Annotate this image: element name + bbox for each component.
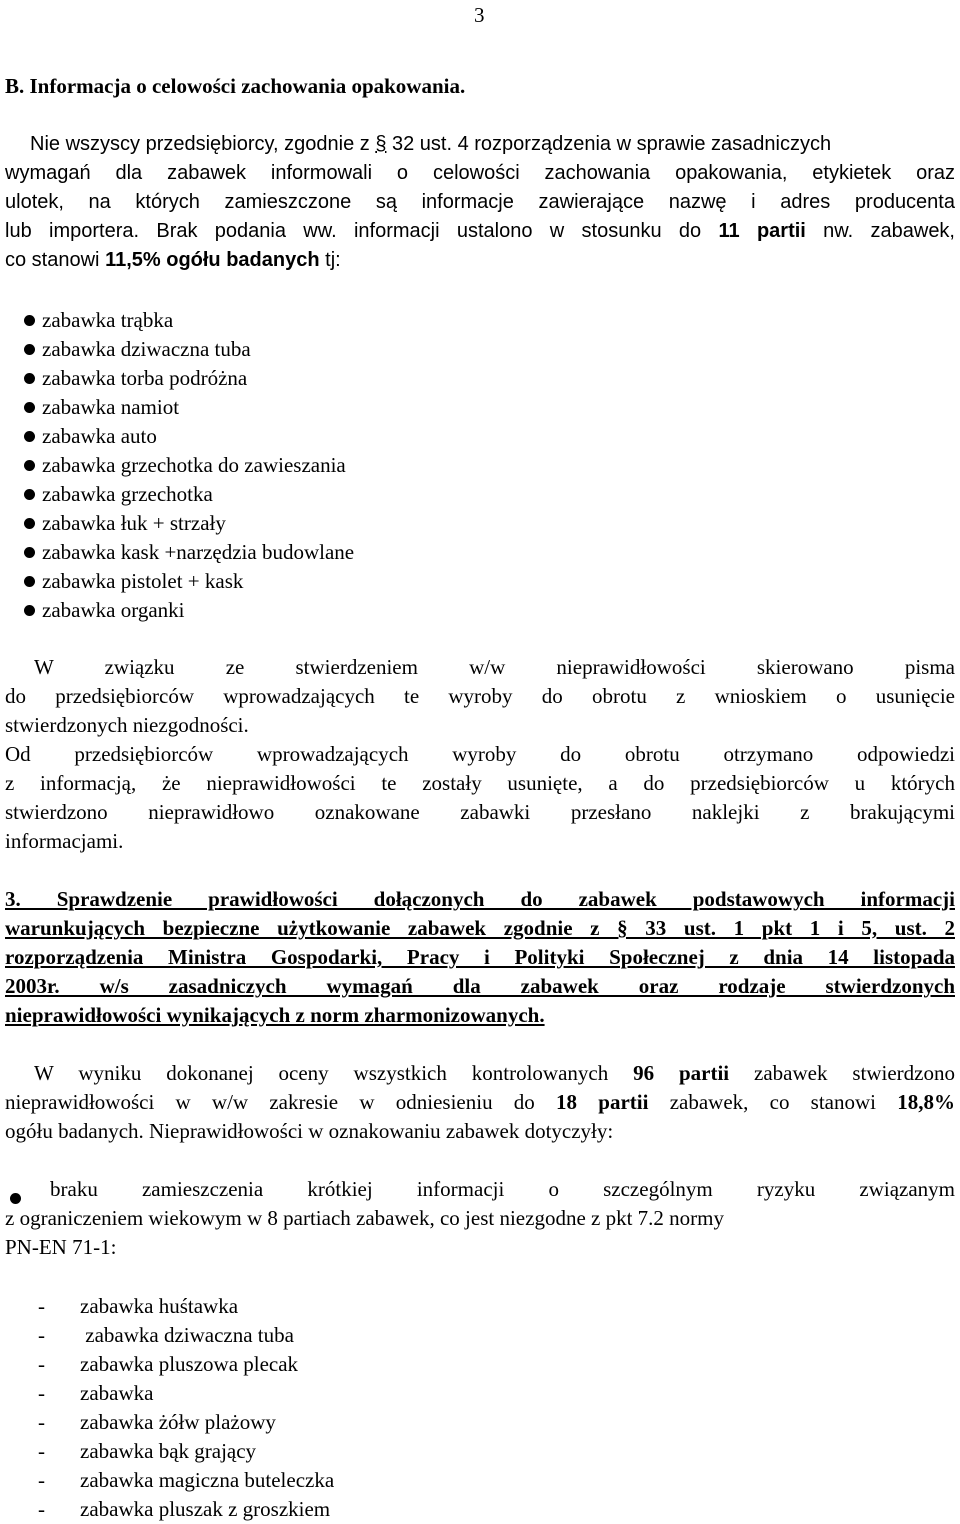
section-b-para1-line1 (30, 132, 831, 156)
paragraph-sign: § (375, 133, 387, 155)
text-run: zabawek stwierdzono (729, 1061, 955, 1085)
list-item (38, 1495, 334, 1524)
list-item (24, 451, 354, 480)
dash-marker: - (38, 1497, 45, 1521)
section-b-para1-line2: wymagań dla zabawek informowali o celowości zachowania opakowania, etykietek oraz (5, 162, 955, 184)
dash-marker: - (38, 1468, 45, 1492)
text-run: W wyniku dokonanej oceny wszystkich kontrolowanych (34, 1061, 634, 1085)
list-item-label: zabawka auto (42, 424, 157, 448)
bullet-icon (24, 605, 35, 616)
section-b-para2-line2: do przedsiębiorców wprowadzających te wyroby do obrotu z wnioskiem o usunięcie (5, 684, 955, 708)
list-item (24, 364, 354, 393)
section-3-heading-line2: warunkujących bezpieczne użytkowanie zabawek zgodnie z § 33 ust. 1 pkt 1 i 5, ust. 2 (5, 916, 955, 940)
bullet-icon (24, 460, 35, 471)
list-item-label: zabawka torba podróżna (42, 366, 248, 390)
section-3-para-line3 (5, 1119, 613, 1143)
section-b-para3-line3: stwierdzono nieprawidłowo oznakowane zabawki przesłano naklejki z brakującymi (5, 800, 955, 824)
dash-marker: - (38, 1381, 45, 1405)
list-item-label: zabawka dziwaczna tuba (80, 1323, 294, 1347)
text-run: tj: (319, 249, 341, 271)
bullet-icon (24, 576, 35, 587)
text-run: Nie wszyscy przedsiębiorcy, zgodnie z (30, 133, 376, 155)
dash-marker: - (38, 1410, 45, 1434)
bold-count: 11 partii (718, 220, 806, 242)
list-item-label: zabawka trąbka (42, 308, 174, 332)
list-item (38, 1379, 334, 1408)
section-3-para-line2 (5, 1090, 955, 1114)
text-run: 32 ust. 4 rozporządzenia w sprawie zasadniczych (386, 133, 832, 155)
list-item (24, 335, 354, 364)
section-3-heading-line4: 2003r. w/s zasadniczych wymagań dla zabawek oraz rodzaje stwierdzonych (5, 974, 955, 998)
list-item (38, 1408, 334, 1437)
list-item (38, 1437, 334, 1466)
list-item-label: zabawka organki (42, 598, 185, 622)
list-item (38, 1350, 334, 1379)
list-item-label: zabawka magiczna buteleczka (80, 1468, 335, 1492)
dash-marker: - (38, 1294, 45, 1318)
section-b-para3-line1: Od przedsiębiorców wprowadzających wyroby do obrotu otrzymano odpowiedzi (5, 742, 955, 766)
bold-percent: 11,5% ogółu badanych (105, 249, 320, 271)
list-item (24, 422, 354, 451)
list-item-label: zabawka dziwaczna tuba (42, 337, 251, 361)
text-run: zabawek, co stanowi (648, 1090, 898, 1114)
bullet-icon (24, 402, 35, 413)
list-item (24, 538, 354, 567)
section-b-para3-line2: z informacją, że nieprawidłowości te zostały usunięte, a do przedsiębiorców u których (5, 771, 955, 795)
page-number: 3 (474, 3, 485, 27)
list-item (24, 480, 354, 509)
list-item-label: zabawka huśtawka (80, 1294, 239, 1318)
text-run: lub importera. Brak podania ww. informacji ustalono w stosunku do (5, 220, 719, 242)
bullet-icon (24, 518, 35, 529)
section-3-heading-line5: nieprawidłowości wynikających z norm zharmonizowanych. (5, 1003, 545, 1027)
list-item-label: zabawka pistolet + kask (42, 569, 244, 593)
list-item-label: zabawka kask +narzędzia budowlane (42, 540, 355, 564)
text-run: ogółu badanych. (5, 1119, 144, 1143)
list-item-label: zabawka (80, 1381, 154, 1405)
text-run: Nieprawidłowości w oznakowaniu zabawek dotyczyły: (143, 1119, 614, 1143)
section-3-heading-line1: 3. Sprawdzenie prawidłowości dołączonych do zabawek podstawowych informacji (5, 887, 955, 911)
list-item (24, 393, 354, 422)
section-b-para1-line5 (5, 248, 341, 272)
list-item-label: zabawka pluszowa plecak (80, 1352, 299, 1376)
bullet-icon (10, 1193, 21, 1204)
section-3-toy-list (38, 1292, 334, 1524)
list-item-label: zabawka bąk grający (80, 1439, 257, 1463)
list-item (38, 1292, 334, 1321)
list-item (38, 1321, 334, 1350)
list-item-label: zabawka łuk + strzały (42, 511, 226, 535)
section-b-toy-list (24, 306, 354, 625)
text-run: nieprawidłowości w w/w zakresie w odniesieniu do (5, 1090, 557, 1114)
section-3-bullet-line1: braku zamieszczenia krótkiej informacji o szczególnym ryzyku związanym (50, 1177, 955, 1201)
bold-percent: 18,8% (897, 1090, 955, 1114)
list-item-label: zabawka namiot (42, 395, 180, 419)
list-item-label: zabawka grzechotka (42, 482, 213, 506)
list-item (24, 567, 354, 596)
text-run: nw. zabawek, (805, 220, 955, 242)
section-3-bullet-line2: z ograniczeniem wiekowym w 8 partiach zabawek, co jest niezgodne z pkt 7.2 normy (5, 1206, 724, 1230)
section-3-heading-line3: rozporządzenia Ministra Gospodarki, Pracy i Polityki Społecznej z dnia 14 listopada (5, 945, 955, 969)
list-item (24, 306, 354, 335)
section-b-para1-line3: ulotek, na których zamieszczone są informacje zawierające nazwę i adres producenta (5, 191, 955, 213)
dash-marker: - (38, 1323, 45, 1347)
bold-count: 96 partii (633, 1061, 730, 1085)
list-item-label: zabawka żółw plażowy (80, 1410, 276, 1434)
section-3-para-line1 (34, 1061, 955, 1085)
section-b-para1-line4 (5, 219, 955, 243)
dash-marker: - (38, 1439, 45, 1463)
text-run: co stanowi (5, 249, 106, 271)
bullet-icon (24, 489, 35, 500)
section-b-para2-line3: stwierdzonych niezgodności. (5, 713, 249, 737)
section-b-para3-line4: informacjami. (5, 829, 124, 853)
bullet-icon (24, 315, 35, 326)
section-3-bullet-line3: PN-EN 71-1: (5, 1235, 117, 1259)
section-b-para2-line1: W związku ze stwierdzeniem w/w nieprawidłowości skierowano pisma (34, 655, 955, 679)
bullet-icon (24, 344, 35, 355)
list-item-label: zabawka pluszak z groszkiem (80, 1497, 331, 1521)
bullet-icon (24, 373, 35, 384)
dash-marker: - (38, 1352, 45, 1376)
list-item (24, 596, 354, 625)
list-item (38, 1466, 334, 1495)
list-item (24, 509, 354, 538)
list-item-label: zabawka grzechotka do zawieszania (42, 453, 346, 477)
bullet-icon (24, 431, 35, 442)
section-b-heading: B. Informacja o celowości zachowania opakowania. (5, 74, 466, 98)
bold-count: 18 partii (556, 1090, 649, 1114)
bullet-icon (24, 547, 35, 558)
